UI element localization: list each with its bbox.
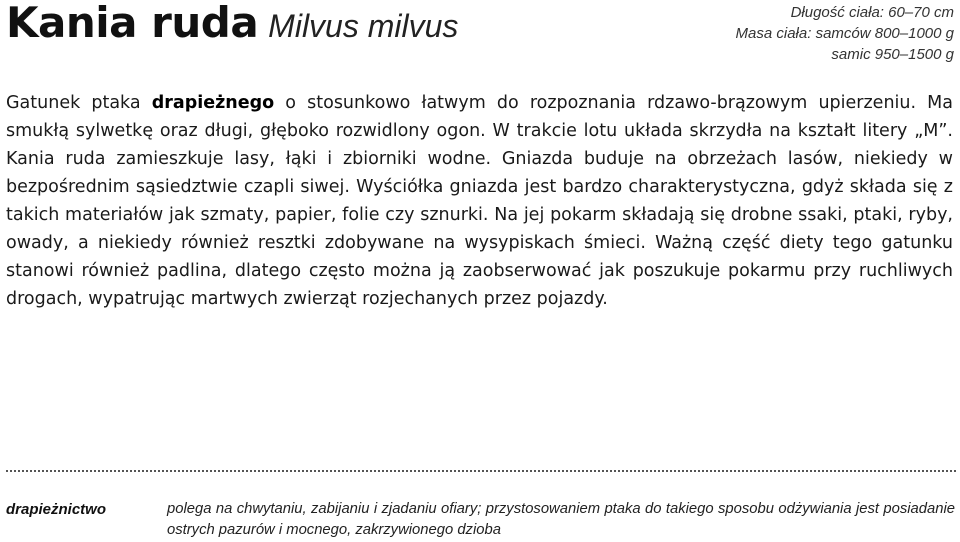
highlighted-term: drapieżnego bbox=[151, 93, 275, 113]
measurements-block bbox=[736, 2, 954, 65]
dotted-divider bbox=[6, 470, 956, 472]
body-length: Długość ciała: 60–70 cm bbox=[790, 4, 954, 21]
glossary-term: drapieżnictwo bbox=[6, 501, 107, 518]
description-paragraph bbox=[6, 89, 953, 313]
paragraph-rest: o stosunkowo łatwym do rozpoznania rdzawo-brązowym upierzeniu. Ma smukłą sylwetkę oraz długi, głęboko rozwidlony ogon. W trakcie lotu układa skrzydła na kształt litery „M”. Kania ruda zamieszkuje lasy, łąki i zbiorniki wodne. Gniazda buduje na obrzeżach lasów, niekiedy w bezpośrednim sąsiedztwie czapli siwej. Wyściółka gniazda jest bardzo charakterystyczna, gdyż składa się z takich materiałów jak szmaty, papier, folie czy sznurki. Na jej pokarm składają się drobne ssaki, ptaki, ryby, owady, a niekiedy również resztki zdobywane na wysypiskach śmieci. Ważną część diety tego gatunku stanowi również padlina, dlatego często można ją zaobserwować jak poszukuje pokarmu przy ruchliwych drogach, wypatrując martwych zwierząt rozjechanych przez pojazdy. bbox=[6, 93, 953, 309]
title-block bbox=[6, 0, 458, 49]
body-mass-female: samic 950–1500 g bbox=[831, 46, 954, 63]
paragraph-intro: Gatunek ptaka bbox=[6, 93, 152, 113]
page-header bbox=[6, 0, 954, 70]
glossary-definition: polega na chwytaniu, zabijaniu i zjadaniu ofiary; przystosowaniem ptaka do takiego sposobu odżywiania jest posiadanie ostrych pazurów i mocnego, zakrzywionego dzioba bbox=[167, 501, 955, 538]
latin-name: Milvus milvus bbox=[268, 8, 459, 44]
page-title: Kania ruda bbox=[6, 0, 259, 47]
body-mass-male: Masa ciała: samców 800–1000 g bbox=[735, 25, 954, 42]
